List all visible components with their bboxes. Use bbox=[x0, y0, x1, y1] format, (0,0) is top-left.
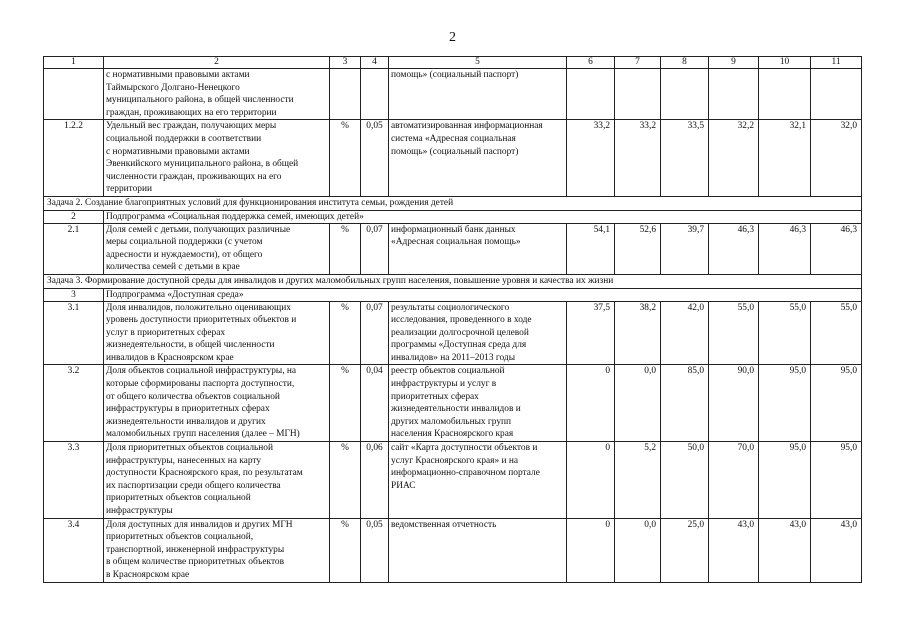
value: 33,5 bbox=[661, 120, 709, 197]
value: 0,0 bbox=[615, 518, 661, 582]
value: 0,0 bbox=[615, 365, 661, 442]
value: 39,7 bbox=[661, 223, 709, 274]
value: 0 bbox=[567, 518, 615, 582]
value: 95,0 bbox=[759, 365, 811, 442]
data-source: ведомственная отчетность bbox=[389, 518, 567, 582]
indicator-name: Доля доступных для инвалидов и других МГН приоритетных объектов социальной, транспортной, инженерной инфраструктуры в общем количестве приоритетных объектов в Красноярском крае bbox=[104, 518, 330, 582]
weight bbox=[361, 69, 389, 120]
table-row bbox=[44, 69, 862, 120]
table-row bbox=[44, 442, 862, 519]
value: 43,0 bbox=[811, 518, 862, 582]
value: 46,3 bbox=[709, 223, 759, 274]
row-number: 1.2.2 bbox=[44, 120, 104, 197]
value: 55,0 bbox=[709, 301, 759, 365]
weight: 0,07 bbox=[361, 223, 389, 274]
value: 0 bbox=[567, 442, 615, 519]
row-number: 3.4 bbox=[44, 518, 104, 582]
data-source: результаты социологического исследования, проведенного в ходе реализации долгосрочной целевой программы «Доступная среда для инвалидов» на 2011–2013 годы bbox=[389, 301, 567, 365]
value: 43,0 bbox=[759, 518, 811, 582]
table-row bbox=[44, 518, 862, 582]
value: 42,0 bbox=[661, 301, 709, 365]
page-number: 2 bbox=[449, 30, 456, 45]
value: 5,2 bbox=[615, 442, 661, 519]
subprogram-number: 2 bbox=[44, 210, 104, 223]
unit: % bbox=[330, 223, 361, 274]
data-source: автоматизированная информационная система «Адресная социальная помощь» (социальный паспорт) bbox=[389, 120, 567, 197]
value: 46,3 bbox=[759, 223, 811, 274]
value: 85,0 bbox=[661, 365, 709, 442]
value bbox=[709, 69, 759, 120]
indicator-name: Доля семей с детьми, получающих различные меры социальной поддержки (с учетом адресности и нуждаемости), от общего количества семей с детьми в крае bbox=[104, 223, 330, 274]
table-row bbox=[44, 223, 862, 274]
row-number: 3.2 bbox=[44, 365, 104, 442]
value: 55,0 bbox=[811, 301, 862, 365]
value: 33,2 bbox=[567, 120, 615, 197]
subprogram-number: 3 bbox=[44, 288, 104, 301]
data-source: помощь» (социальный паспорт) bbox=[389, 69, 567, 120]
value: 52,6 bbox=[615, 223, 661, 274]
task-title: Задача 3. Формирование доступной среды для инвалидов и других маломобильных групп населения, повышение уровня и качества их жизни bbox=[44, 274, 862, 288]
col-header: 1 bbox=[44, 57, 104, 69]
indicator-name: с нормативными правовыми актами Таймырского Долгано-Ненецкого муниципального района, в общей численности граждан, проживающих на его территории bbox=[104, 69, 330, 120]
data-source: информационный банк данных «Адресная социальная помощь» bbox=[389, 223, 567, 274]
row-number: 3.3 bbox=[44, 442, 104, 519]
weight: 0,05 bbox=[361, 120, 389, 197]
value: 0 bbox=[567, 365, 615, 442]
value: 95,0 bbox=[811, 365, 862, 442]
data-source: реестр объектов социальной инфраструктуры и услуг в приоритетных сферах жизнедеятельности инвалидов и других маломобильных групп населения Красноярского края bbox=[389, 365, 567, 442]
value: 50,0 bbox=[661, 442, 709, 519]
subprogram-title: Подпрограмма «Социальная поддержка семей, имеющих детей» bbox=[104, 210, 862, 223]
weight: 0,06 bbox=[361, 442, 389, 519]
value: 32,1 bbox=[759, 120, 811, 197]
subprogram-row bbox=[44, 210, 862, 223]
weight: 0,07 bbox=[361, 301, 389, 365]
indicator-name: Доля объектов социальной инфраструктуры, на которые сформированы паспорта доступности, от общего количества объектов социальной инфраструктуры в приоритетных сферах жизнедеятельности инвалидов и других маломобильных групп населения (далее – МГН) bbox=[104, 365, 330, 442]
value bbox=[567, 69, 615, 120]
value: 70,0 bbox=[709, 442, 759, 519]
value: 55,0 bbox=[759, 301, 811, 365]
value: 54,1 bbox=[567, 223, 615, 274]
value bbox=[661, 69, 709, 120]
subprogram-title: Подпрограмма «Доступная среда» bbox=[104, 288, 862, 301]
col-header: 7 bbox=[615, 57, 661, 69]
weight: 0,05 bbox=[361, 518, 389, 582]
col-header: 5 bbox=[389, 57, 567, 69]
value: 43,0 bbox=[709, 518, 759, 582]
col-header: 3 bbox=[330, 57, 361, 69]
subprogram-row bbox=[44, 288, 862, 301]
value: 95,0 bbox=[759, 442, 811, 519]
unit: % bbox=[330, 365, 361, 442]
col-header: 4 bbox=[361, 57, 389, 69]
table-row bbox=[44, 365, 862, 442]
row-number: 3.1 bbox=[44, 301, 104, 365]
col-header: 8 bbox=[661, 57, 709, 69]
col-header: 10 bbox=[759, 57, 811, 69]
value: 32,0 bbox=[811, 120, 862, 197]
value bbox=[615, 69, 661, 120]
task-row bbox=[44, 274, 862, 288]
unit bbox=[330, 69, 361, 120]
table-row bbox=[44, 120, 862, 197]
value bbox=[759, 69, 811, 120]
value: 37,5 bbox=[567, 301, 615, 365]
data-source: сайт «Карта доступности объектов и услуг Красноярского края» и на информационно-справочном портале РИАС bbox=[389, 442, 567, 519]
col-header: 2 bbox=[104, 57, 330, 69]
value: 38,2 bbox=[615, 301, 661, 365]
col-header: 11 bbox=[811, 57, 862, 69]
value: 95,0 bbox=[811, 442, 862, 519]
value: 90,0 bbox=[709, 365, 759, 442]
indicator-name: Доля приоритетных объектов социальной инфраструктуры, нанесенных на карту доступности Красноярского края, по результатам их паспортизации среди общего количества приоритетных объектов социальной инфраструктуры bbox=[104, 442, 330, 519]
unit: % bbox=[330, 518, 361, 582]
weight: 0,04 bbox=[361, 365, 389, 442]
col-header: 9 bbox=[709, 57, 759, 69]
value: 46,3 bbox=[811, 223, 862, 274]
unit: % bbox=[330, 301, 361, 365]
indicator-name: Доля инвалидов, положительно оценивающих уровень доступности приоритетных объектов и услуг в приоритетных сферах жизнедеятельности, в общей численности инвалидов в Красноярском крае bbox=[104, 301, 330, 365]
row-number bbox=[44, 69, 104, 120]
table-row bbox=[44, 301, 862, 365]
value: 32,2 bbox=[709, 120, 759, 197]
row-number: 2.1 bbox=[44, 223, 104, 274]
value: 33,2 bbox=[615, 120, 661, 197]
col-header: 6 bbox=[567, 57, 615, 69]
indicator-name: Удельный вес граждан, получающих меры социальной поддержки в соответствии с нормативными правовыми актами Эвенкийского муниципального района, в общей численности граждан, проживающих на его территории bbox=[104, 120, 330, 197]
unit: % bbox=[330, 442, 361, 519]
task-title: Задача 2. Создание благоприятных условий для функционирования института семьи, рождения детей bbox=[44, 196, 862, 210]
value: 25,0 bbox=[661, 518, 709, 582]
unit: % bbox=[330, 120, 361, 197]
column-number-row bbox=[44, 57, 862, 69]
task-row bbox=[44, 196, 862, 210]
value bbox=[811, 69, 862, 120]
indicators-table bbox=[43, 56, 862, 583]
